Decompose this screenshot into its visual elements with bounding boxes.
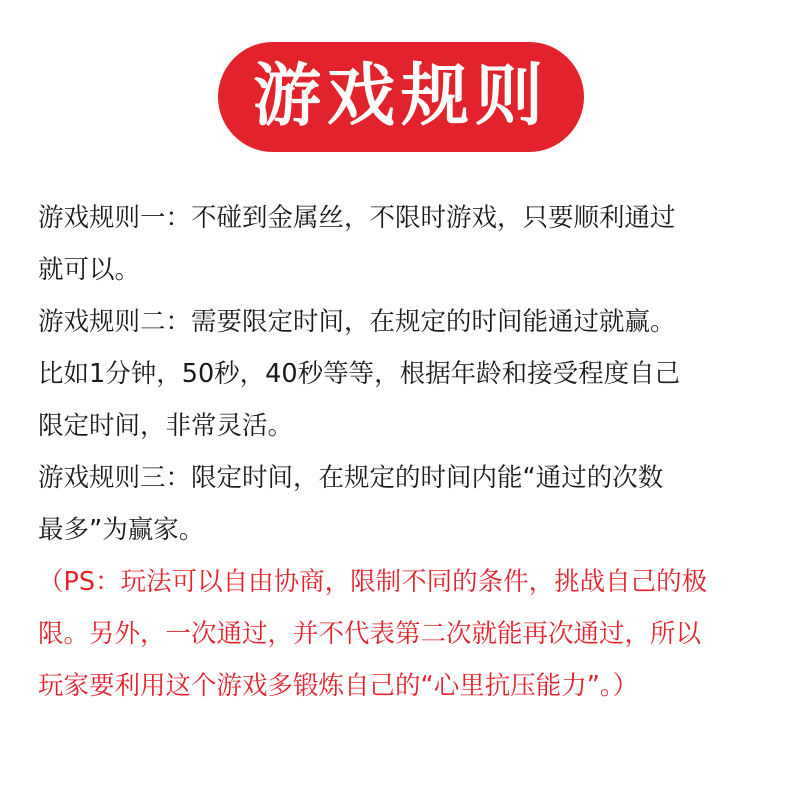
rules-body [38,192,768,712]
rule-2-line-1: 游戏规则二：需要限定时间，在规定的时间能通过就赢。 [38,307,676,337]
note-line-2: 限。另外，一次通过，并不代表第二次就能再次通过，所以 [38,619,702,649]
note-line-3: 玩家要利用这个游戏多锻炼自己的“心里抗压能力”。） [38,671,639,701]
rule-1-line-2: 就可以。 [38,255,141,285]
rule-3-line-1: 游戏规则三：限定时间，在规定的时间内能“通过的次数 [38,463,664,493]
rule-2-line-3: 限定时间，非常灵活。 [38,411,294,441]
rule-2-line-2: 比如1分钟，50秒，40秒等等，根据年龄和接受程度自己 [38,359,681,389]
rule-3-line-2: 最多”为赢家。 [38,515,205,545]
page-title: 游戏规则 [252,57,549,136]
rule-1-line-1: 游戏规则一：不碰到金属丝，不限时游戏，只要顺利通过 [38,203,676,233]
title-banner [218,42,584,152]
note-line-1: （PS：玩法可以自由协商，限制不同的条件，挑战自己的极 [38,567,708,597]
